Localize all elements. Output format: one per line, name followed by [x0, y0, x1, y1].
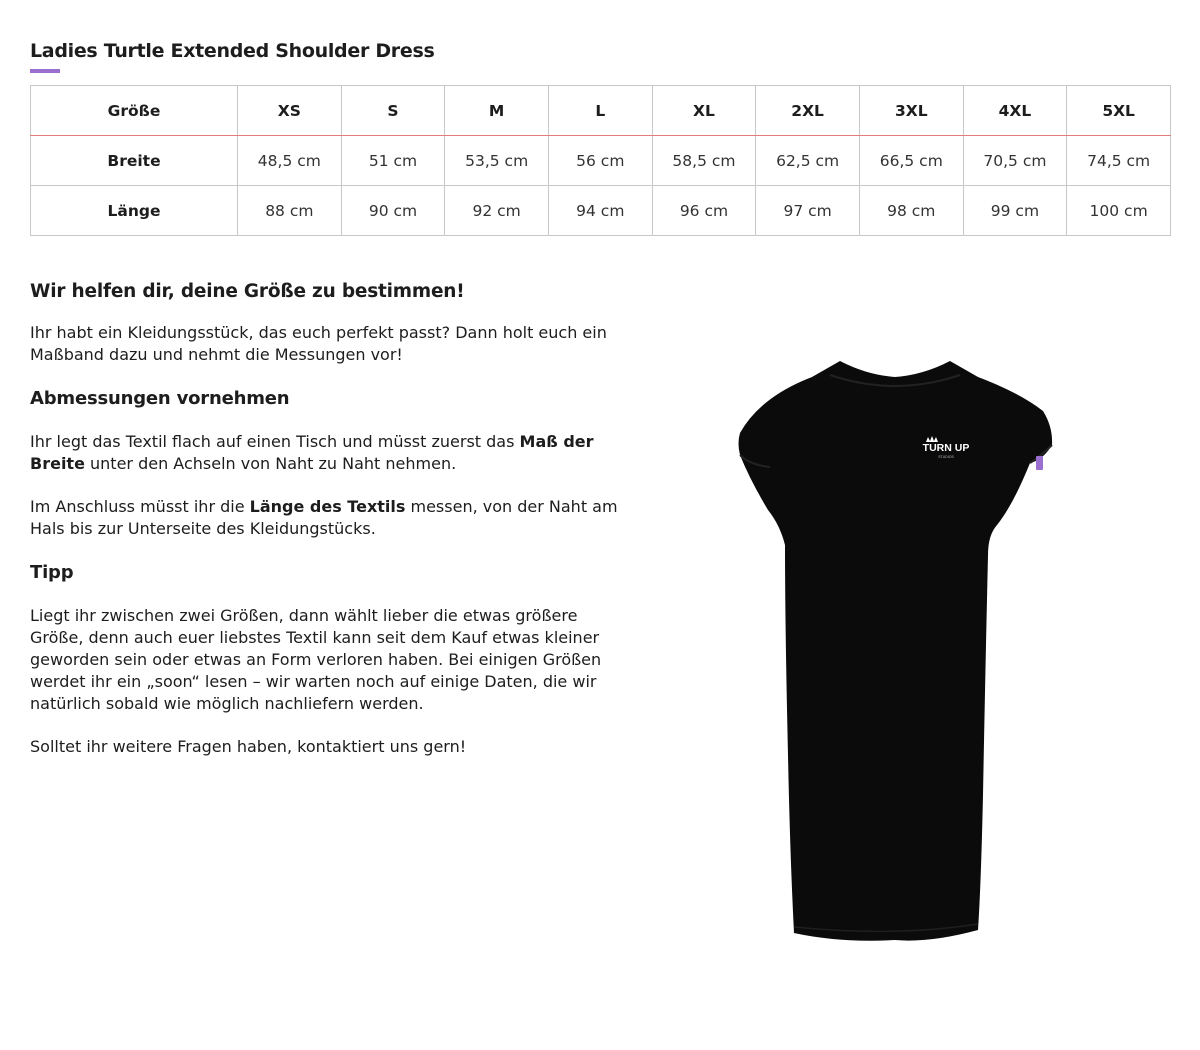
- size-help-section: [30, 281, 630, 758]
- dress-product-image: [730, 355, 1060, 945]
- size-4xl: 4XL: [963, 86, 1067, 136]
- width-5xl: 74,5 cm: [1067, 136, 1171, 186]
- dress-body: [739, 361, 1053, 941]
- row-label-length: Länge: [31, 186, 238, 236]
- size-3xl: 3XL: [859, 86, 963, 136]
- width-emphasis: Maß der Breite: [30, 432, 594, 473]
- length-m: 92 cm: [445, 186, 549, 236]
- size-header-row: [31, 86, 1171, 136]
- size-5xl: 5XL: [1067, 86, 1171, 136]
- size-header-label: Größe: [31, 86, 238, 136]
- size-l: L: [548, 86, 652, 136]
- help-intro: Ihr habt ein Kleidungsstück, das euch perfekt passt? Dann holt euch ein Maßband dazu und nehmt die Messungen vor!: [30, 323, 607, 364]
- tip-paragraph: Liegt ihr zwischen zwei Größen, dann wählt lieber die etwas größere Größe, denn auch euer liebstes Textil kann seit dem Kauf etwas kleiner geworden sein oder etwas an Form verloren haben. Bei einigen Größen werdet ihr ein „soon“ lesen – wir warten noch auf einige Daten, die wir natürlich sobald wie möglich nachliefern werden.: [30, 606, 602, 713]
- measure-paragraph-length: Im Anschluss müsst ihr die Länge des Textils messen, von der Naht am Hals bis zur Unterseite des Kleidungstücks.: [30, 497, 618, 538]
- title-underline: [30, 69, 60, 73]
- width-xl: 58,5 cm: [652, 136, 756, 186]
- length-5xl: 100 cm: [1067, 186, 1171, 236]
- length-l: 94 cm: [548, 186, 652, 236]
- size-xs: XS: [238, 86, 342, 136]
- size-s: S: [341, 86, 445, 136]
- tip-heading: Tipp: [30, 562, 74, 583]
- logo-subtext: STUDIOS: [938, 455, 954, 459]
- length-3xl: 98 cm: [859, 186, 963, 236]
- length-xs: 88 cm: [238, 186, 342, 236]
- width-xs: 48,5 cm: [238, 136, 342, 186]
- width-l: 56 cm: [548, 136, 652, 186]
- measure-paragraph-width: Ihr legt das Textil flach auf einen Tisch und müsst zuerst das Maß der Breite unter den Achseln von Naht zu Naht nehmen.: [30, 432, 594, 473]
- length-2xl: 97 cm: [756, 186, 860, 236]
- width-3xl: 66,5 cm: [859, 136, 963, 186]
- size-m: M: [445, 86, 549, 136]
- sleeve-tag: [1036, 456, 1043, 470]
- size-xl: XL: [652, 86, 756, 136]
- logo-text: TURN UP: [922, 442, 970, 454]
- size-2xl: 2XL: [756, 86, 860, 136]
- width-4xl: 70,5 cm: [963, 136, 1067, 186]
- length-4xl: 99 cm: [963, 186, 1067, 236]
- width-m: 53,5 cm: [445, 136, 549, 186]
- width-s: 51 cm: [341, 136, 445, 186]
- measure-heading: Abmessungen vornehmen: [30, 388, 290, 409]
- row-label-width: Breite: [31, 136, 238, 186]
- length-emphasis: Länge des Textils: [249, 497, 406, 516]
- width-2xl: 62,5 cm: [756, 136, 860, 186]
- help-heading: Wir helfen dir, deine Größe zu bestimmen!: [30, 281, 465, 302]
- table-row-length: [31, 186, 1171, 236]
- size-table: [30, 85, 1171, 236]
- contact-paragraph: Solltet ihr weitere Fragen haben, kontaktiert uns gern!: [30, 737, 467, 756]
- table-row-width: [31, 136, 1171, 186]
- length-s: 90 cm: [341, 186, 445, 236]
- length-xl: 96 cm: [652, 186, 756, 236]
- product-title: Ladies Turtle Extended Shoulder Dress: [30, 40, 435, 62]
